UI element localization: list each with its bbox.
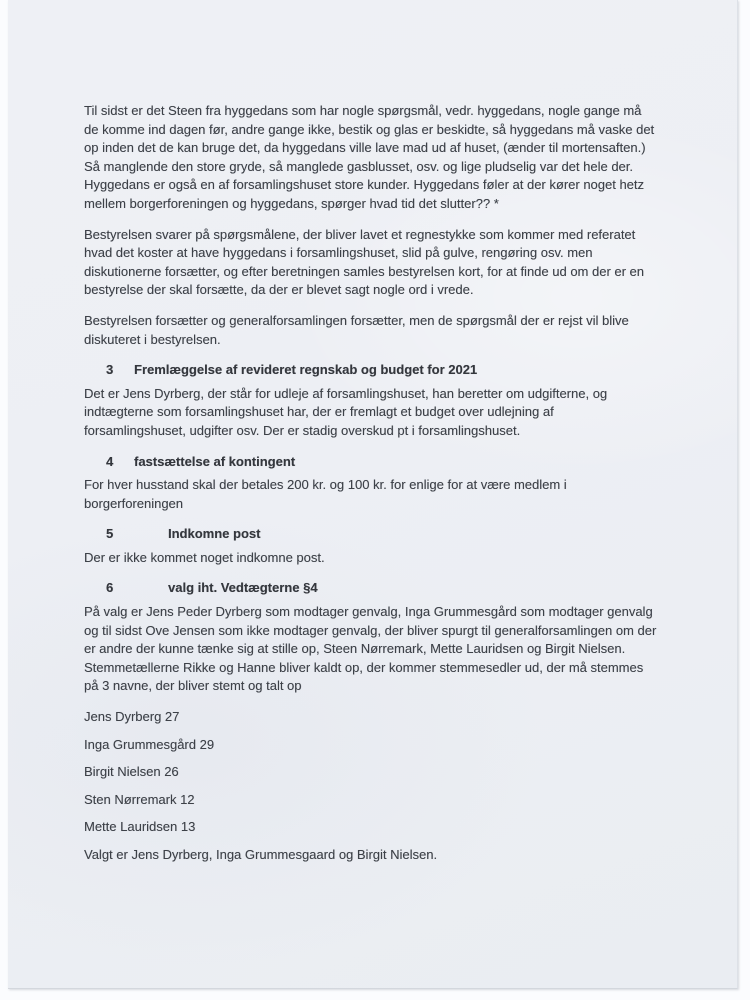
section-body-4: For hver husstand skal der betales 200 kr. og 100 kr. for enlige for at være medlem i borgerforeningen [84,477,567,511]
section-body-5: Der er ikke kommet noget indkomne post. [84,549,325,565]
vote-line-inga-grummesgaard: Inga Grummesgård 29 [84,736,215,752]
intro-paragraph-board-answer: Bestyrelsen svarer på spørgsmålene, der bliver lavet et regnestykke som kommer med referatet hvad det koster at have hyggedans i forsamlingshuset, slid på gulve, rengøring osv. men diskutionerne forsætter, og efter beretningen samles bestyrelsen kort, for at finde ud om der er en bestyrelse der skal forsætte, da der er blevet sagt nogle ord i vrede. [84,226,645,298]
election-result-line: Valgt er Jens Dyrberg, Inga Grummesgaard og Birgit Nielsen. [84,847,438,862]
section-title: fastsættelse af kontingent [134,453,296,469]
section-number: 3 [106,362,114,378]
vote-line-mette-lauridsen: Mette Lauridsen 13 [84,819,196,835]
vote-line-jens-dyrberg: Jens Dyrberg 27 [84,709,180,725]
section-heading-5 [84,525,658,544]
section-title: valg iht. Vedtægterne §4 [168,580,318,596]
intro-paragraph-hyggedans-questions: Til sidst er det Steen fra hyggedans som har nogle spørgsmål, vedr. hyggedans, nogle gange må de komme ind dagen før, andre gange ikke, bestik og glas er beskidte, så hyggedans må vaske det op inden det de kan bruge det, da hyggedans ville lave mad ud af huset, (ænder til mortensaften.) Så manglende den store gryde, så manglede gasblusset, osv. og lige pludselig var det hele der. Hyggedans er også en af forsamlingshuset store kunder. Hyggedans føler at der kører noget hetz mellem borgerforeningen og hyggedans, spørger hvad tid det slutter?? * [84,103,655,211]
section-number: 5 [106,526,114,542]
section-number: 6 [106,580,114,596]
section-body-3: Det er Jens Dyrberg, der står for udleje af forsamlingshuset, han beretter om udgifterne, og indtægterne som forsamlingshuset har, der er fremlagt et budget over udlejning af forsamlingshuset, udgifter osv. Der er stadig overskud pt i forsamlingshuset. [84,385,608,438]
section-heading-6 [84,579,658,598]
section-number: 4 [106,453,114,469]
section-title: Indkomne post [168,526,261,542]
section-title: Fremlæggelse af revideret regnskab og budget for 2021 [134,362,478,378]
vote-line-sten-noerremark: Sten Nørremark 12 [84,791,195,807]
document-content [84,102,658,865]
section-heading-4 [84,453,658,472]
section-body-6: På valg er Jens Peder Dyrberg som modtager genvalg, Inga Grummesgård som modtager genvalg og til sidst Ove Jensen som ikke modtager genvalg, der bliver spurgt til generalforsamlingen om der er andre der kunne tænke sig at stille op, Steen Nørremark, Mette Lauridsen og Birgit Nielsen. Stemmetællerne Rikke og Hanne bliver kaldt op, der kommer stemmesedler ud, der må stemmes på 3 navne, der bliver stemt og talt op [84,604,657,694]
vote-line-birgit-nielsen: Birgit Nielsen 26 [84,764,179,780]
section-heading-3 [84,361,658,380]
intro-paragraph-board-continues: Bestyrelsen forsætter og generalforsamlingen forsætter, men de spørgsmål der er rejst vil blive diskuteret i bestyrelsen. [84,312,629,347]
document-page [8,0,738,989]
